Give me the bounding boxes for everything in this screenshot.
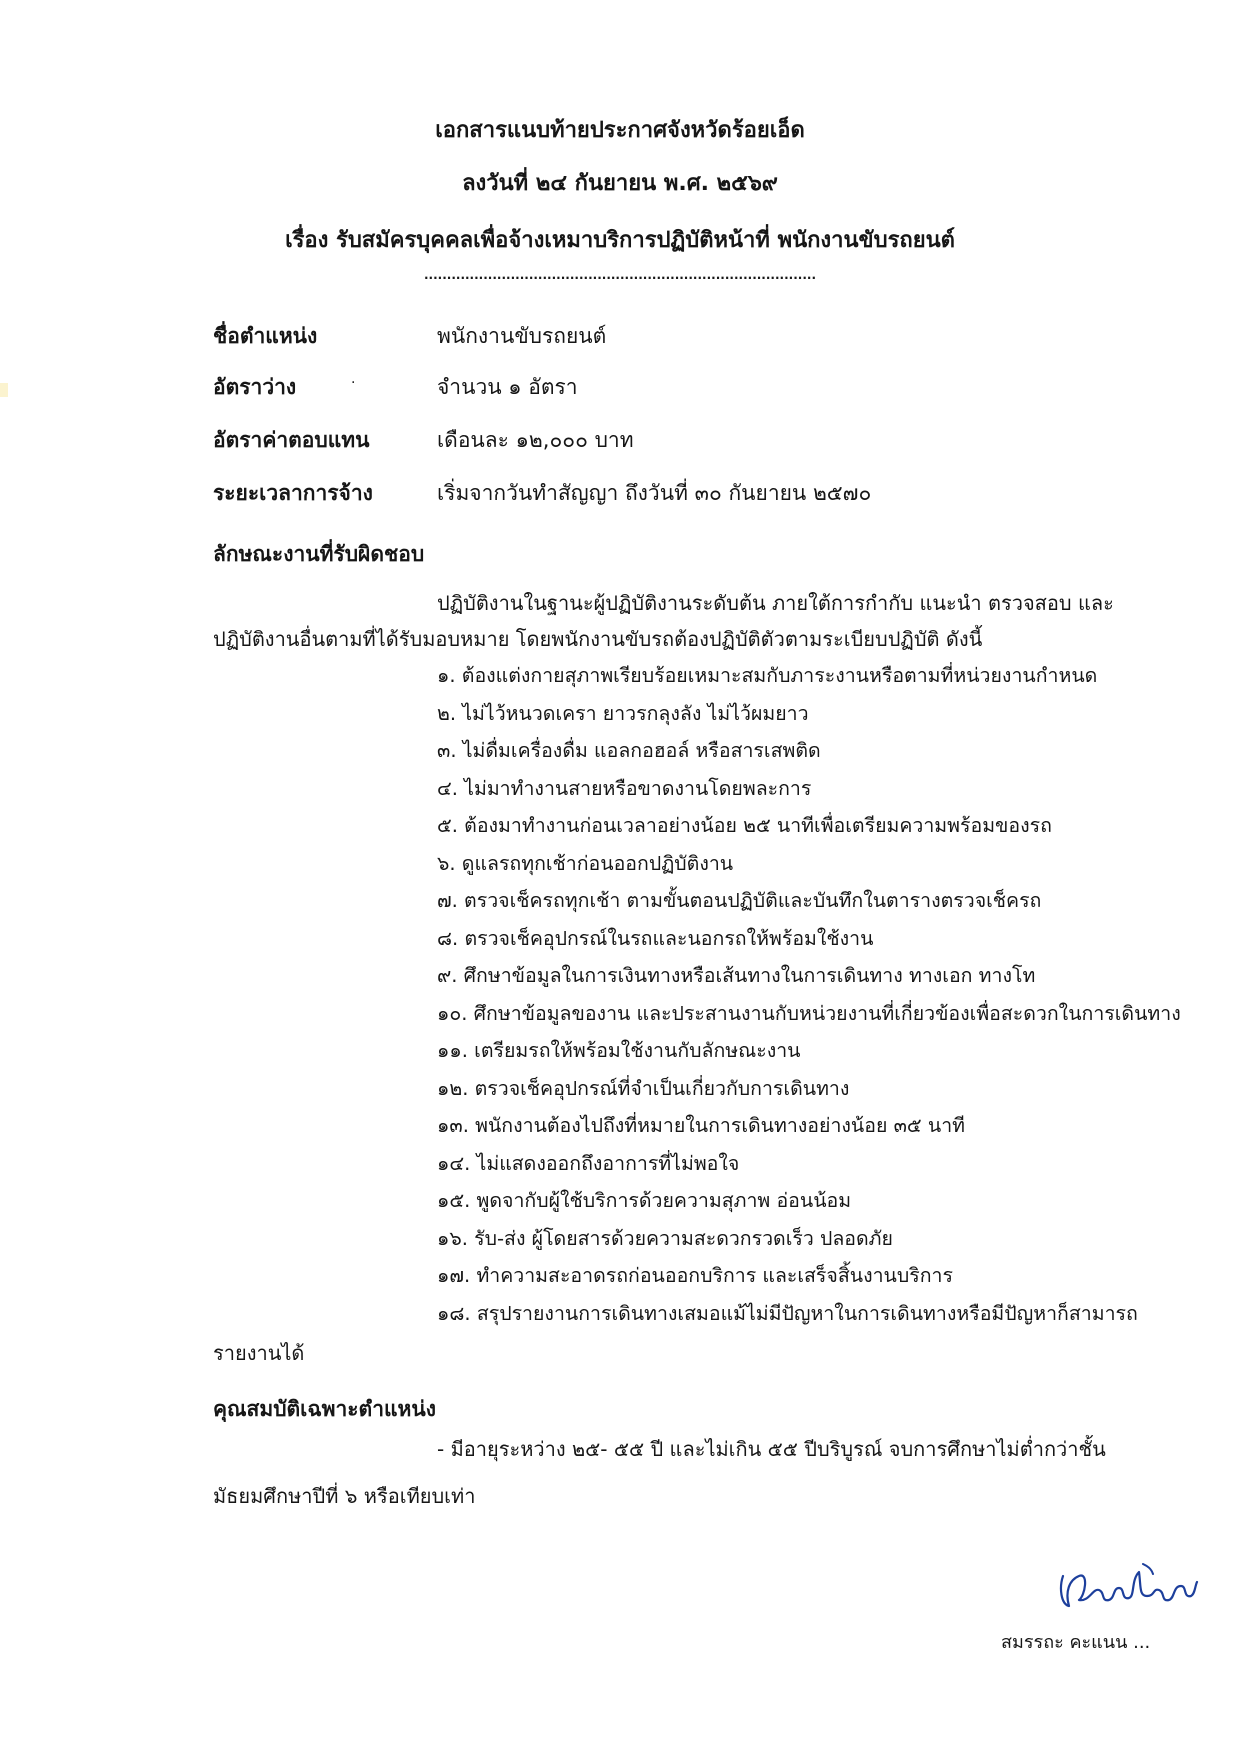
list-item: ๑๐. ศึกษาข้อมูลของาน และประสานงานกับหน่วยงานที่เกี่ยวข้องเพื่อสะดวกในการเดินทาง (437, 1001, 1181, 1025)
handwritten-signature (1055, 1558, 1205, 1618)
pay-value: เดือนละ ๑๒,๐๐๐ บาท (437, 428, 634, 452)
period-value: เริ่มจากวันทำสัญญา ถึงวันที่ ๓๐ กันยายน ๒๕๗๐ (437, 481, 872, 505)
qualification-heading: คุณสมบัติเฉพาะตำแหน่ง (213, 1397, 436, 1421)
list-item: ๑๒. ตรวจเช็คอุปกรณ์ที่จำเป็นเกี่ยวกับการเดินทาง (437, 1076, 850, 1100)
list-item: ๑๔. ไม่แสดงออกถึงอาการที่ไม่พอใจ (437, 1151, 740, 1175)
qualification-line1: - มีอายุระหว่าง ๒๕- ๕๕ ปี และไม่เกิน ๕๕ ปีบริบูรณ์ จบการศึกษาไม่ต่ำกว่าชั้น (437, 1437, 1106, 1461)
paper-mark (0, 383, 8, 397)
position-name-value: พนักงานขับรถยนต์ (437, 324, 607, 348)
list-item: ๔. ไม่มาทำงานสายหรือขาดงานโดยพละการ (437, 776, 812, 800)
title-divider: ...................................................................................... (423, 268, 817, 282)
list-item: ๗. ตรวจเช็ครถทุกเช้า ตามขั้นตอนปฏิบัติและบันทึกในตารางตรวจเช็ครถ (437, 889, 1042, 912)
list-item: ๑๖. รับ-ส่ง ผู้โดยสารด้วยความสะดวกรวดเร็ว ปลอดภัย (437, 1226, 893, 1250)
list-item: ๑๕. พูดจากับผู้ใช้บริการด้วยความสุภาพ อ่อนน้อม (437, 1189, 852, 1212)
document-title: เอกสารแนบท้ายประกาศจังหวัดร้อยเอ็ด (435, 118, 805, 143)
qualification-line2: มัธยมศึกษาปีที่ ๖ หรือเทียบเท่า (213, 1484, 476, 1508)
list-item: ๑. ต้องแต่งกายสุภาพเรียบร้อยเหมาะสมกับภาระงานหรือตามที่หน่วยงานกำหนด (437, 664, 1098, 687)
list-item: ๑๑. เตรียมรถให้พร้อมใช้งานกับลักษณะงาน (437, 1039, 801, 1062)
vacancy-value: จำนวน ๑ อัตรา (437, 375, 578, 399)
duties-intro-line2: ปฏิบัติงานอื่นตามที่ได้รับมอบหมาย โดยพนักงานขับรถต้องปฏิบัติตัวตามระเบียบปฏิบัติ ดังนี้ (213, 627, 983, 651)
list-item: ๑๗. ทำความสะอาดรถก่อนออกบริการ และเสร็จสิ้นงานบริการ (437, 1264, 953, 1287)
list-item: ๒. ไม่ไว้หนวดเครา ยาวรกลุงลัง ไม่ไว้ผมยาว (437, 701, 809, 725)
duties-heading: ลักษณะงานที่รับผิดชอบ (213, 542, 425, 566)
duties-list (437, 661, 1181, 1336)
duties-intro-line1: ปฏิบัติงานในฐานะผู้ปฏิบัติงานระดับต้น ภายใต้การกำกับ แนะนำ ตรวจสอบ และ (437, 591, 1114, 615)
position-name-label: ชื่อตำแหน่ง (213, 324, 318, 348)
signer-name: สมรรถะ คะแนน ... (1001, 1632, 1151, 1653)
list-item: ๖. ดูแลรถทุกเช้าก่อนออกปฏิบัติงาน (437, 851, 734, 875)
period-label: ระยะเวลาการจ้าง (213, 481, 373, 505)
vacancy-label: อัตราว่าง (213, 375, 297, 399)
list-item: ๑๓. พนักงานต้องไปถึงที่หมายในการเดินทางอย่างน้อย ๓๕ นาที (437, 1114, 966, 1137)
vacancy-mark: . (351, 371, 356, 387)
list-item: ๙. ศึกษาข้อมูลในการเงินทางหรือเส้นทางในการเดินทาง ทางเอก ทางโท (437, 964, 1036, 987)
document-date: ลงวันที่ ๒๔ กันยายน พ.ศ. ๒๕๖๙ (462, 171, 778, 196)
list-item: ๑๘. สรุปรายงานการเดินทางเสมอแม้ไม่มีปัญหาในการเดินทางหรือมีปัญหาก็สามารถ (437, 1301, 1138, 1325)
document-subject: เรื่อง รับสมัครบุคคลเพื่อจ้างเหมาบริการปฏิบัติหน้าที่ พนักงานขับรถยนต์ (285, 228, 955, 253)
pay-label: อัตราค่าตอบแทน (213, 428, 370, 452)
list-item: ๓. ไม่ดื่มเครื่องดื่ม แอลกอฮอล์ หรือสารเสพติด (437, 739, 821, 762)
list-item: ๕. ต้องมาทำงานก่อนเวลาอย่างน้อย ๒๕ นาทีเพื่อเตรียมความพร้อมของรถ (437, 814, 1052, 837)
list-item: ๘. ตรวจเช็คอุปกรณ์ในรถและนอกรถให้พร้อมใช้งาน (437, 926, 874, 950)
duties-item-tail: รายงานได้ (213, 1341, 305, 1365)
